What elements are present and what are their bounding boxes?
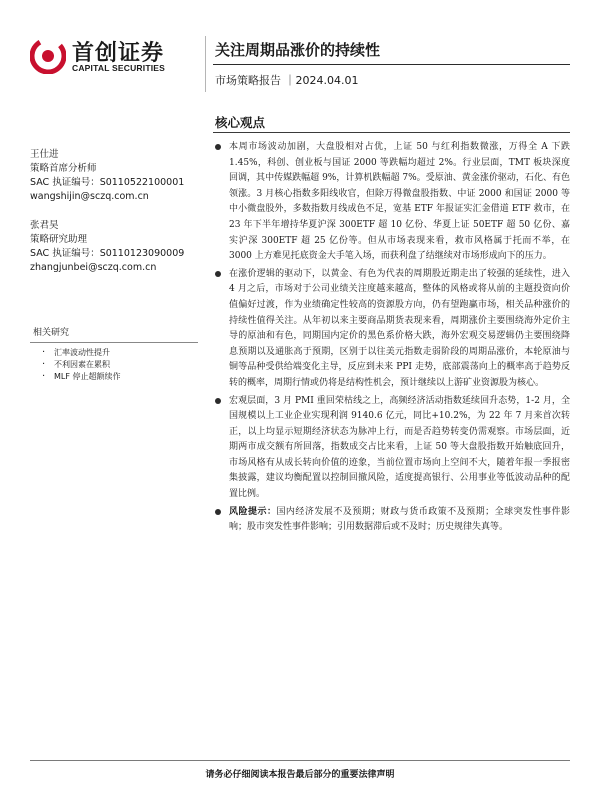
logo-mark-icon <box>30 38 66 74</box>
related-research-item[interactable]: · MLF 停止超额续作 <box>30 371 198 383</box>
related-research-item[interactable]: · 不利因素在累积 <box>30 359 198 371</box>
brand-logo <box>30 36 200 76</box>
bullet-paragraph <box>213 267 570 392</box>
bullet-dot-icon <box>215 509 221 515</box>
analyst-name: 张君昊 <box>30 220 59 231</box>
section-title: 核心观点 <box>215 115 266 130</box>
analyst-card <box>30 148 198 204</box>
legal-notice: 请务必仔细阅读本报告最后部分的重要法律声明 <box>205 770 395 780</box>
header-rule <box>213 64 570 65</box>
sidebar <box>30 148 198 383</box>
related-research-list <box>30 347 198 383</box>
risk-warning-content: 国内经济发展不及预期；财政与货币政策不及预期；全球突发性事件影响；股市突发性事件影响；引用数据滞后或不及时；历史规律失真等。 <box>229 506 570 533</box>
paragraph-text: 本周市场波动加剧，大盘股相对占优，上证 50 与红利指数微涨，万得全 A 下跌 1.45%，科创、创业板与国证 2000 等跌幅均超过 2%。行业层面，TMT 板块深度回调，其中传媒跌幅超 9%，计算机跌幅超 7%。受原油、黄金涨价驱动，石化、有色领涨。3 月核心指数多阳线收官，但除万得微盘股指数、中证 2000 和国证 2000 等中小微盘股外，多数指数月线成色不足，宽基 ETF 年报证实汇金借道 ETF 救市，在 23 年下半年增持华夏沪深 300ETF 超 10 亿份、华夏上证 50ETF 超 50 亿份、嘉实沪深 300ETF 超 25 亿份等。但从市场表现来看，救市风格属于托而不举，在 3000 上方难见托底资金大手笔入场，而获利盘了结继续对市场形成向下的压力。 <box>229 142 570 262</box>
analyst-license: SAC 执证编号：S0110123090009 <box>30 248 185 259</box>
bullet-dot-icon <box>215 271 221 277</box>
bullet-dot-icon <box>215 144 221 150</box>
section-rule <box>213 132 570 133</box>
analyst-email[interactable]: zhangjunbei@sczq.com.cn <box>30 262 157 273</box>
risk-warning-text <box>229 505 570 536</box>
related-research <box>30 325 198 383</box>
risk-warning-label: 风险提示： <box>229 506 277 517</box>
paragraph-text: 宏观层面，3 月 PMI 重回荣枯线之上，高频经济活动指数延续回升态势，1-2 月，全国规模以上工业企业实现利润 9140.6 亿元，同比+10.2%，为 22 年 7 月来首次转正，以上均显示短期经济状态为脉冲上行，而是否趋势转变仍需观察。市场层面，近期两市成交额有所回落，指数成交占比来看，上证 50 等大盘股指数开始触底回升，市场风格有从成长转向价值的迹象，当前位置市场向上空间不大，随着年报一季报密集披露，建议均衡配置以控制回撤风险，适度提高银行、公用事业等低波动品种的配置比例。 <box>229 395 570 500</box>
analyst-email[interactable]: wangshijin@sczq.com.cn <box>30 191 149 202</box>
related-research-title: 相关研究 <box>30 325 198 343</box>
footer-rule <box>30 760 570 761</box>
paragraph-text: 在涨价逻辑的驱动下，以黄金、有色为代表的周期股近期走出了较强的延续性，进入 4 月之后，市场对于公司业绩关注度越来越高，整体的风格或将从前的主题投资向价值偏好过渡，作为业绩确定性较高的资源股方向，仍有望跑赢市场，相关品种涨价的持续性值得关注。从年初以来主要商品期货表现来看，周期涨价主要围绕海外定价主导的原油和有色，同期国内定价的黑色系价格大跌，海外宏观交易逻辑仍主要围绕降息预期以及通胀高于预期，区别于以往美元指数走弱阶段的周期品涨价，本轮原油与铜等品种受供给端变化主导，反应到未来 PPI 走势，底部震荡向上的概率高于趋势反转的概率，周期行情或仍将是结构性机会，预计继续以上游矿业资源股为核心。 <box>229 268 570 388</box>
analyst-role: 策略首席分析师 <box>30 163 97 174</box>
bullet-paragraph <box>213 140 570 265</box>
related-research-item[interactable]: · 汇率波动性提升 <box>30 347 198 359</box>
header-divider <box>205 36 206 92</box>
bullet-dot-icon <box>215 398 221 404</box>
core-views-body <box>213 140 570 538</box>
analyst-role: 策略研究助理 <box>30 234 88 245</box>
brand-name-cn: 首创证券 <box>72 41 165 66</box>
analyst-license: SAC 执证编号：S0110522100001 <box>30 177 185 188</box>
analyst-card <box>30 219 198 275</box>
analyst-name: 王仕进 <box>30 149 59 160</box>
report-title: 关注周期品涨价的持续性 <box>215 41 381 59</box>
brand-name-en: CAPITAL SECURITIES <box>72 63 166 73</box>
bullet-paragraph <box>213 394 570 503</box>
report-meta: 市场策略报告 ｜2024.04.01 <box>215 74 359 87</box>
risk-warning <box>213 505 570 536</box>
